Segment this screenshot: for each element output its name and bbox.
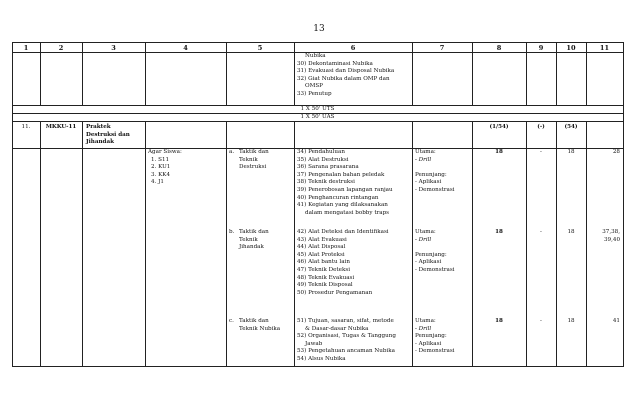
header-col-11: 11 bbox=[599, 44, 610, 52]
method-line: - Drill bbox=[415, 325, 432, 332]
method-line: - Drill bbox=[415, 236, 432, 243]
section-a-letter: a. bbox=[229, 149, 235, 155]
section-a-col9: - bbox=[540, 149, 542, 155]
method-line: Utama: bbox=[415, 149, 436, 155]
section-a-topics bbox=[297, 149, 393, 217]
course-total-col8: (1/54) bbox=[489, 124, 509, 130]
page-number: 13 bbox=[313, 24, 325, 34]
section-b-col11 bbox=[586, 229, 620, 244]
section-c-col11 bbox=[586, 318, 620, 326]
cont-topic: Nubika bbox=[305, 53, 326, 59]
method-line: Penunjang: bbox=[415, 251, 447, 258]
section-c-letter: c. bbox=[229, 318, 234, 324]
topic-item: 38) Teknik destruksi bbox=[297, 179, 355, 186]
topic-item: 40) Penghancuran rintangan bbox=[297, 194, 379, 201]
section-title-line: Teknik bbox=[239, 156, 258, 163]
section-b-title bbox=[239, 229, 269, 252]
topic-item: 43) Alat Evakuasi bbox=[297, 236, 347, 243]
section-title-line: Taktik dan bbox=[239, 318, 269, 324]
method-line: Utama: bbox=[415, 229, 436, 235]
col11-line: 39,40 bbox=[603, 236, 620, 243]
method-line: - Drill bbox=[415, 156, 432, 163]
topic-item: 51) Tujuan, sasaran, sifat, metode bbox=[297, 318, 394, 324]
cont-topics bbox=[297, 53, 394, 99]
section-c-methods bbox=[415, 318, 455, 356]
section-title-line: Teknik Nubika bbox=[239, 325, 281, 332]
section-b-col8: 18 bbox=[495, 229, 503, 235]
header-col-1: 1 bbox=[23, 44, 29, 52]
topic-item: 52) Organisasi, Tugas & Tanggung bbox=[297, 333, 396, 340]
method-line: - Demonstrasi bbox=[415, 348, 455, 355]
section-title-line: Jihandak bbox=[239, 244, 264, 251]
topic-item: 39) Penerobosan lapangan ranjau bbox=[297, 186, 393, 193]
cont-topic: 31) Evakuasi dan Disposal Nubika bbox=[297, 68, 395, 75]
cont-topic: OMSP bbox=[305, 83, 323, 90]
course-name-line: Jihandak bbox=[86, 139, 114, 146]
method-line: - Aplikasi bbox=[415, 259, 442, 266]
topic-item: 50) Prosedur Pengamanan bbox=[297, 289, 373, 296]
uts-row: 1 X 50' UTS bbox=[300, 106, 335, 112]
topic-item: 49) Teknik Disposal bbox=[297, 282, 353, 289]
section-c-title bbox=[239, 318, 280, 333]
course-total-col9: (-) bbox=[537, 124, 545, 130]
topic-item: Jawab bbox=[305, 340, 323, 347]
section-a-col8: 18 bbox=[495, 149, 503, 155]
header-col-8: 8 bbox=[496, 44, 502, 52]
section-title-line: Taktik dan bbox=[239, 229, 269, 235]
topic-item: 34) Pendahuluan bbox=[297, 149, 345, 155]
header-col-5: 5 bbox=[257, 44, 263, 52]
topic-item: 37) Pengenalan bahan peledak bbox=[297, 171, 385, 178]
topic-item: 46) Alat bantu lain bbox=[297, 259, 350, 266]
method-line: Penunjang: bbox=[415, 333, 447, 340]
topic-item: 54) Alsus Nubika bbox=[297, 355, 346, 362]
course-name-line: Destruksi dan bbox=[86, 131, 130, 138]
uas-row: 1 X 50' UAS bbox=[300, 114, 335, 120]
topic-item: 48) Teknik Evakuasi bbox=[297, 274, 355, 281]
section-c-col9: - bbox=[540, 318, 542, 324]
section-b-col9: - bbox=[540, 229, 542, 235]
course-name-line: Praktek bbox=[86, 124, 111, 130]
col11-line: 37,38, bbox=[602, 229, 620, 235]
section-a-col10: 18 bbox=[567, 149, 575, 155]
method-line bbox=[415, 244, 455, 252]
method-line: - Aplikasi bbox=[415, 340, 442, 347]
student-item: 3. KK4 bbox=[151, 171, 171, 178]
header-col-3: 3 bbox=[111, 44, 116, 52]
section-b-methods bbox=[415, 229, 455, 275]
header-col-6: 6 bbox=[350, 44, 356, 52]
section-b-letter: b. bbox=[229, 229, 235, 235]
student-list bbox=[148, 149, 182, 187]
col11-line: 41 bbox=[612, 318, 620, 324]
section-c-topics bbox=[297, 318, 396, 364]
topic-item: 44) Alat Disposal bbox=[297, 244, 346, 251]
section-title-line: Destruksi bbox=[239, 164, 267, 171]
method-line: Penunjang: bbox=[415, 171, 447, 178]
header-col-9: 9 bbox=[538, 44, 544, 52]
course-code: MKKU-11 bbox=[45, 124, 77, 130]
section-c-col10: 18 bbox=[567, 318, 575, 324]
header-col-7: 7 bbox=[439, 44, 445, 52]
method-line: - Aplikasi bbox=[415, 179, 442, 186]
section-b-col10: 18 bbox=[567, 229, 575, 235]
topic-item: & Dasar-dasar Nubika bbox=[305, 325, 369, 332]
student-item: Agar Siswa: bbox=[148, 149, 182, 155]
header-col-4: 4 bbox=[183, 44, 188, 52]
method-line: Utama: bbox=[415, 318, 436, 324]
topic-item: 53) Pengetahuan ancaman Nubika bbox=[297, 348, 395, 355]
header-col-10: 10 bbox=[566, 44, 576, 52]
topic-item: 35) Alat Destruksi bbox=[297, 156, 349, 163]
col11-line: 28 bbox=[612, 149, 620, 155]
header-col-2: 2 bbox=[58, 44, 64, 52]
method-line bbox=[415, 164, 455, 172]
topic-item: 41) Kegiatan yang dilaksanakan bbox=[297, 202, 388, 209]
course-name bbox=[86, 124, 130, 147]
topic-item: 36) Sarana prasarana bbox=[297, 164, 359, 171]
student-item: 4. J1 bbox=[151, 179, 164, 186]
section-a-title bbox=[239, 149, 269, 172]
student-item: 1. S11 bbox=[151, 156, 170, 163]
course-no: 11. bbox=[21, 124, 31, 130]
method-line: - Demonstrasi bbox=[415, 266, 455, 273]
section-c-col8: 18 bbox=[495, 318, 503, 324]
section-b-topics bbox=[297, 229, 389, 297]
topic-item: 45) Alat Proteksi bbox=[297, 251, 345, 258]
topic-item: 42) Alat Deteksi dan Identifikasi bbox=[297, 229, 389, 235]
topic-item: 47) Teknik Deteksi bbox=[297, 266, 351, 273]
section-title-line: Taktik dan bbox=[239, 149, 269, 155]
cont-topic: 32) Giat Nubika dalam OMP dan bbox=[297, 75, 390, 82]
topic-item: dalam mengatasi bobby traps bbox=[305, 209, 390, 216]
cont-topic: 33) Penutup bbox=[297, 90, 332, 97]
student-item: 2. KU1 bbox=[151, 164, 171, 171]
section-a-methods bbox=[415, 149, 455, 195]
section-title-line: Teknik bbox=[239, 236, 258, 243]
course-total-col10: (54) bbox=[564, 124, 578, 130]
method-line: - Demonstrasi bbox=[415, 186, 455, 193]
section-a-col11 bbox=[586, 149, 620, 157]
cont-topic: 30) Dekontaminasi Nubika bbox=[297, 60, 373, 67]
